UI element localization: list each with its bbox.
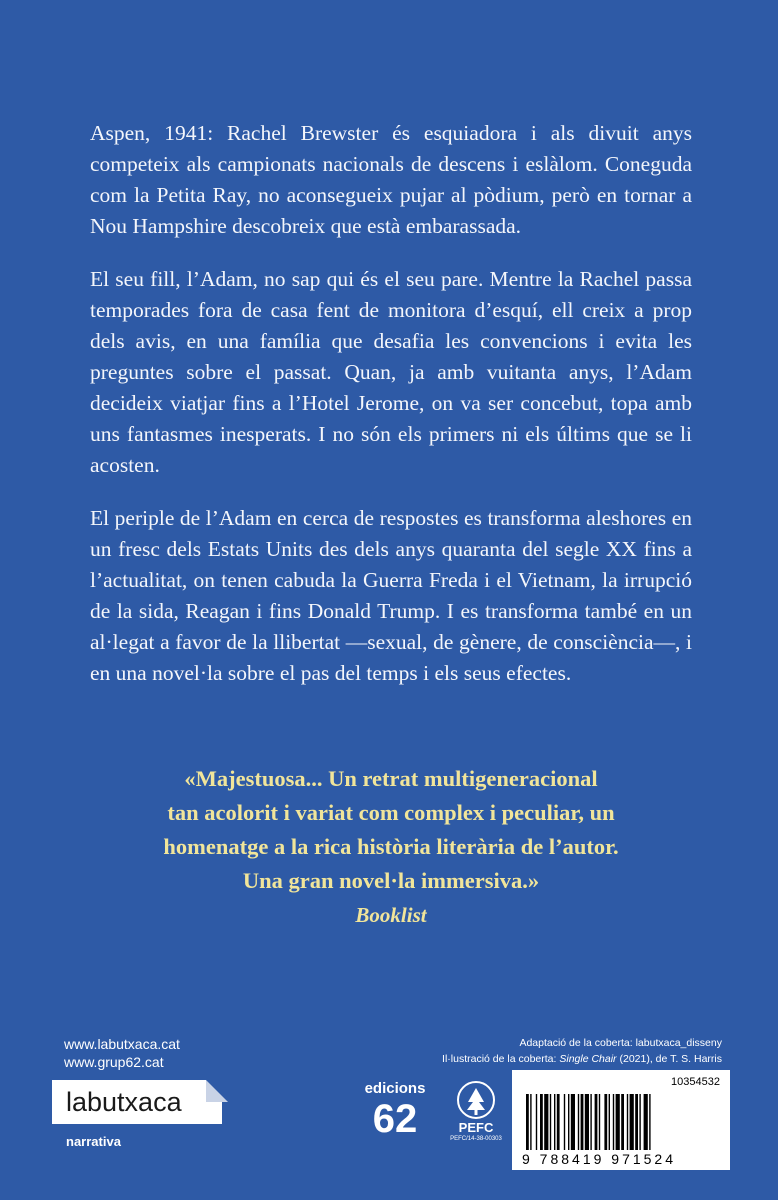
page-curl-icon (206, 1080, 228, 1102)
pefc-logo (448, 1080, 504, 1143)
publisher-line1: edicions (364, 1080, 426, 1097)
barcode-bar (635, 1094, 638, 1150)
pefc-label: PEFC (458, 1120, 494, 1135)
barcode-code: 10354532 (671, 1076, 720, 1088)
barcode-bar (621, 1094, 624, 1150)
barcode-bar (604, 1094, 607, 1150)
publisher-line2: 62 (372, 1097, 418, 1141)
quote-line-4: Una gran novel·la immersiva.» (242, 868, 540, 893)
barcode-bar (530, 1094, 531, 1150)
barcode-bar (557, 1094, 560, 1150)
back-cover-blurb (90, 118, 692, 711)
barcode-bar (630, 1094, 634, 1150)
barcode-bar (581, 1094, 584, 1150)
quote-line-1: «Majestuosa... Un retrat multigeneracional (184, 766, 598, 791)
barcode-bar (639, 1094, 640, 1150)
barcode-bar (550, 1094, 551, 1150)
isbn-number: 9 788419 971524 (522, 1151, 676, 1167)
collection-label: narrativa (66, 1134, 121, 1149)
barcode-bar (613, 1094, 614, 1150)
barcode-bar (571, 1094, 575, 1150)
blurb-paragraph-2: El seu fill, l’Adam, no sap qui és el seu pare. Mentre la Rachel passa temporades fora de casa fent de monitora d’esquí, ell creix a prop dels avis, en una família que desafia les convencions i evita les preguntes sobre el passat. Quan, ja amb vuitanta anys, l’Adam decideix viatjar fins a l’Hotel Jerome, on va ser concebut, topa amb uns fantasmes inesperats. I no són els primers ni els últims que se li acosten. (90, 267, 692, 477)
barcode-bar (526, 1094, 529, 1150)
pefc-tree-icon (454, 1080, 498, 1120)
website-links (64, 1035, 180, 1071)
barcode-bar (578, 1094, 579, 1150)
credit-design: Adaptació de la coberta: labutxaca_disseny (519, 1037, 722, 1049)
url-labutxaca[interactable]: www.labutxaca.cat (64, 1036, 180, 1052)
edicions62-logo (356, 1080, 434, 1140)
barcode-bar (599, 1094, 600, 1150)
barcode-bar (564, 1094, 565, 1150)
quote-line-3: homenatge a la rica història literària de l’autor. (163, 834, 619, 859)
barcode-bar (590, 1094, 591, 1150)
barcode-bar (644, 1094, 648, 1150)
barcode-bar (554, 1094, 555, 1150)
cover-credits (442, 1035, 722, 1067)
credit-illustration: Il·lustració de la coberta: Single Chair (2021), de T. S. Harris (442, 1053, 722, 1065)
barcode-bar (536, 1094, 537, 1150)
illustration-title: Single Chair (559, 1053, 617, 1065)
barcode-bar (595, 1094, 598, 1150)
barcode-bar (540, 1094, 543, 1150)
blurb-paragraph-1: Aspen, 1941: Rachel Brewster és esquiadora i als divuit anys competeix als campionats nacionals de descens i eslàlom. Coneguda com la Petita Ray, no aconsegueix pujar al pòdium, però en tornar a Nou Hampshire descobreix que està embarassada. (90, 121, 692, 238)
barcode-bar (649, 1094, 650, 1150)
barcode-bar (616, 1094, 620, 1150)
barcode-bar (585, 1094, 589, 1150)
isbn-barcode (512, 1070, 730, 1170)
quote-line-2: tan acolorit i variat com complex i peculiar, un (167, 800, 615, 825)
labutxaca-logo (52, 1080, 222, 1124)
barcode-bar (568, 1094, 569, 1150)
url-grup62[interactable]: www.grup62.cat (64, 1054, 164, 1070)
brand-name: labutxaca (66, 1087, 182, 1117)
blurb-paragraph-3: El periple de l’Adam en cerca de respostes es transforma aleshores en un fresc dels Estats Units des dels anys quaranta del segle XX fins a l’actualitat, on tenen cabuda la Guerra Freda i el Vietnam, la irrupció de la sida, Reagan i fins Donald Trump. I es transforma també en un al·legat a favor de la llibertat —sexual, de gènere, de consciència—, i en una novel·la sobre el pas del temps i els seus efectes. (90, 506, 692, 685)
barcode-bar (544, 1094, 548, 1150)
barcode-bar (609, 1094, 610, 1150)
pefc-code: PEFC/14-38-00303 (450, 1136, 502, 1142)
quote-source: Booklist (355, 903, 427, 927)
review-quote (90, 762, 692, 932)
barcode-bars (522, 1094, 720, 1150)
barcode-bar (627, 1094, 628, 1150)
